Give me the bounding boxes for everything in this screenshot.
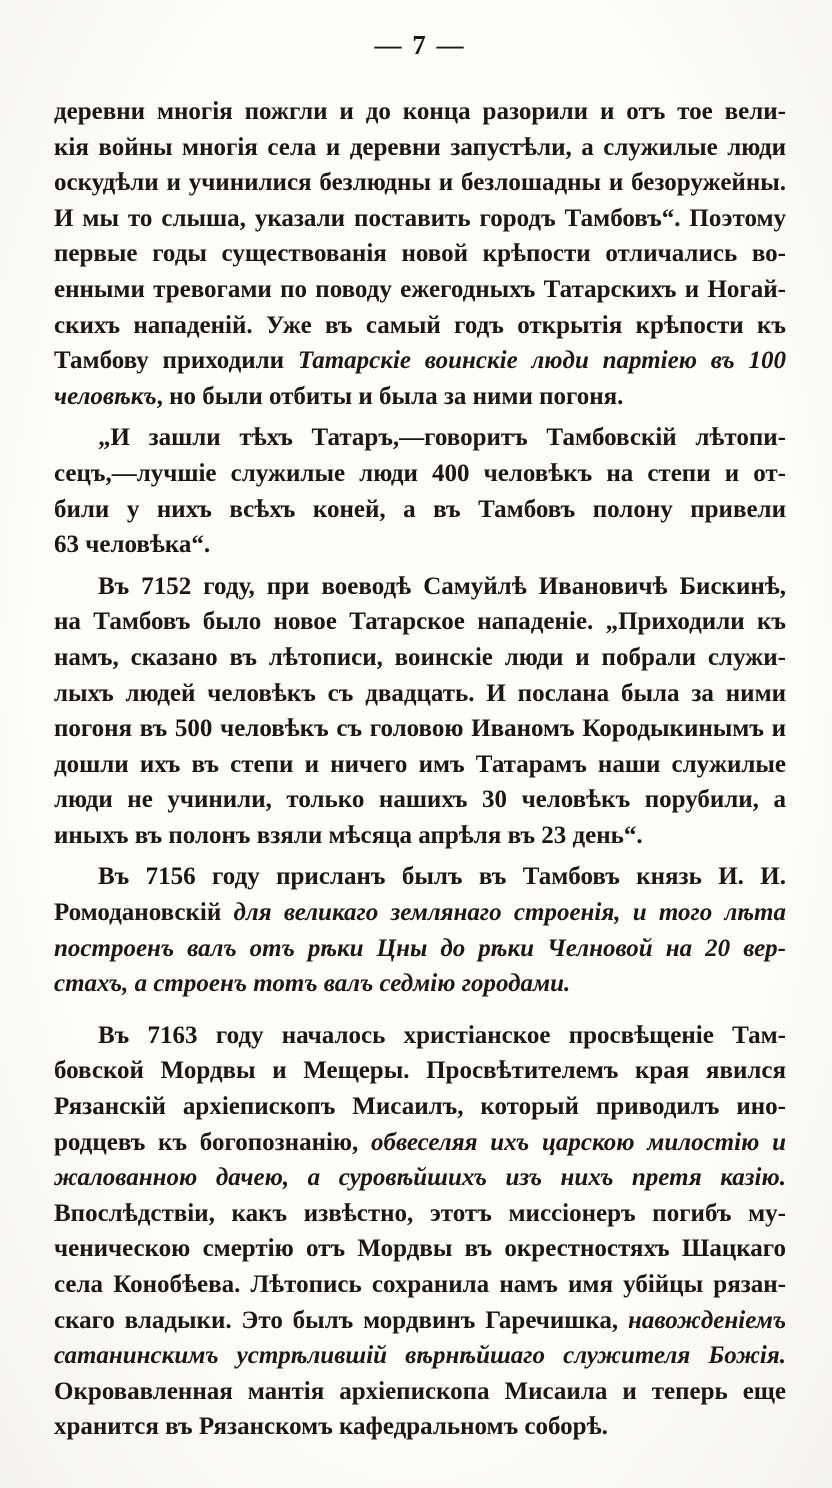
text-line xyxy=(54,966,786,1002)
text-line xyxy=(54,527,786,563)
italic-text-run: жалованною дачею, а суровѣйшихъ изъ нихъ претя казію. xyxy=(54,1164,786,1192)
text-line xyxy=(54,165,786,201)
page-body xyxy=(54,94,786,1445)
text-run: намъ, сказано въ лѣтописи, воинскіе люди и побрали служи- xyxy=(54,643,786,671)
text-line xyxy=(54,343,786,379)
text-line xyxy=(54,201,786,237)
text-run: на Тамбовъ было новое Татарское нападеніе. „Приходили къ xyxy=(54,608,786,636)
text-line xyxy=(54,308,786,344)
italic-text-run: обвеселяя ихъ царскою милостію и xyxy=(371,1128,786,1156)
italic-text-run: человѣкъ xyxy=(54,382,157,410)
text-run: деревни многія пожгли и до конца разорили и отъ тое вели- xyxy=(54,98,786,125)
text-line xyxy=(54,711,786,747)
text-line xyxy=(54,818,786,854)
text-run: села Конобѣева. Лѣтопись сохранила намъ имя убійцы рязан- xyxy=(54,1271,786,1298)
text-line xyxy=(54,94,786,130)
text-run: И мы то слыша, указали поставить городъ Тамбовъ“. Поэтому xyxy=(54,204,786,232)
text-line xyxy=(54,782,786,818)
text-line xyxy=(54,895,786,931)
text-line xyxy=(54,1160,786,1196)
text-run: люди не учинили, только нашихъ 30 человѣкъ порубили, а xyxy=(54,786,786,814)
text-run: скаго владыки. Это былъ мордвинъ Гаречишка, xyxy=(54,1306,628,1334)
italic-text-run: построенъ валъ отъ рѣки Цны до рѣки Челновой на 20 вер- xyxy=(54,934,786,962)
text-run: Впослѣдствіи, какъ извѣстно, этотъ миссіонеръ погибъ му- xyxy=(54,1199,786,1227)
text-line xyxy=(54,492,786,528)
text-line xyxy=(54,604,786,640)
text-run: родцевъ къ богопознанію, xyxy=(54,1128,372,1156)
text-run: хранится въ Рязанскомъ кафедральномъ соборѣ. xyxy=(54,1413,608,1441)
text-run: 63 человѣка“. xyxy=(54,531,211,559)
italic-text-run: сатанинскимъ устрѣлившій вѣрнѣйшаго служителя Божія. xyxy=(54,1342,786,1370)
text-run: „И зашли тѣхъ Татаръ,—говоритъ Тамбовскій лѣтопи- xyxy=(98,424,786,452)
italic-text-run: стахъ, а строенъ тотъ валъ седмію городами. xyxy=(54,970,571,998)
text-run: Тамбову приходили xyxy=(54,347,298,375)
text-run: Окровавленная мантія архіепископа Мисаила и теперь еще xyxy=(54,1377,786,1405)
text-run: Рязанскій архіепископъ Мисаилъ, который приводилъ ино- xyxy=(54,1093,786,1121)
italic-text-run: Татарскіе воинскіе люди партіею въ 100 xyxy=(297,347,787,375)
text-run: Въ 7152 году, при воеводѣ Самуйлѣ Ивановичѣ Бискинѣ, xyxy=(98,572,786,600)
text-run: ченическою смертію отъ Мордвы въ окрестностяхъ Шацкаго xyxy=(54,1235,786,1263)
paragraph xyxy=(54,420,786,562)
text-line xyxy=(54,859,786,895)
text-line xyxy=(54,1125,786,1161)
text-run: первые годы существованія новой крѣпости отличались во- xyxy=(54,240,786,268)
text-line xyxy=(54,747,786,783)
italic-text-run: для великаго землянаго строенія, и того лѣта xyxy=(233,899,786,927)
text-run: погоня въ 500 человѣкъ съ головою Иваномъ Кородыкинымъ и xyxy=(54,715,786,743)
italic-text-run: навожденіемъ xyxy=(628,1306,786,1334)
text-run: били у нихъ всѣхъ коней, а въ Тамбовъ полону привели xyxy=(54,495,786,523)
text-line xyxy=(54,420,786,456)
text-line xyxy=(54,1018,786,1054)
text-run: Ромодановскій xyxy=(54,899,234,927)
text-line xyxy=(54,676,786,712)
text-run: иныхъ въ полонъ взяли мѣсяца апрѣля въ 23 день“. xyxy=(54,821,643,849)
text-run: лыхъ людей человѣкъ съ двадцать. И послана была за ними xyxy=(54,679,786,707)
text-run: сецъ,—лучшіе служилые люди 400 человѣкъ на степи и от- xyxy=(54,459,786,487)
text-line xyxy=(54,1267,786,1303)
text-line xyxy=(54,236,786,272)
text-run: Въ 7163 году началось христіанское просвѣщеніе Там- xyxy=(98,1021,786,1049)
text-line xyxy=(54,1053,786,1089)
text-line xyxy=(54,1231,786,1267)
text-run: енными тревогами по поводу ежегодныхъ Татарскихъ и Ногай- xyxy=(54,275,786,303)
text-line xyxy=(54,1303,786,1339)
paragraph xyxy=(54,859,786,1001)
text-line xyxy=(54,1338,786,1374)
text-run: , но были отбиты и была за ними погоня. xyxy=(156,382,624,410)
paragraph xyxy=(54,569,786,854)
text-line xyxy=(54,931,786,967)
text-run: кія войны многія села и деревни запустѣли, а служилые люди xyxy=(54,133,786,161)
text-run: скихъ нападеній. Уже въ самый годъ открытія крѣпости къ xyxy=(54,311,786,339)
text-run: бовской Мордвы и Мещеры. Просвѣтителемъ края явился xyxy=(54,1057,786,1085)
text-line xyxy=(54,456,786,492)
text-line xyxy=(54,569,786,605)
text-run: Въ 7156 году присланъ былъ въ Тамбовъ князь И. И. xyxy=(98,863,786,891)
text-line xyxy=(54,1089,786,1125)
text-run: оскудѣли и учинилися безлюдны и безлошадны и безоружейны. xyxy=(54,169,786,197)
text-line xyxy=(54,1409,786,1445)
text-line xyxy=(54,1374,786,1410)
text-line xyxy=(54,640,786,676)
paragraph xyxy=(54,1018,786,1445)
text-run: дошли ихъ въ степи и ничего имъ Татарамъ наши служилые xyxy=(54,750,786,778)
paragraph xyxy=(54,94,786,414)
text-line xyxy=(54,272,786,308)
text-line xyxy=(54,379,786,415)
page-number: — 7 — xyxy=(374,30,466,60)
text-line xyxy=(54,130,786,166)
text-line xyxy=(54,1196,786,1232)
